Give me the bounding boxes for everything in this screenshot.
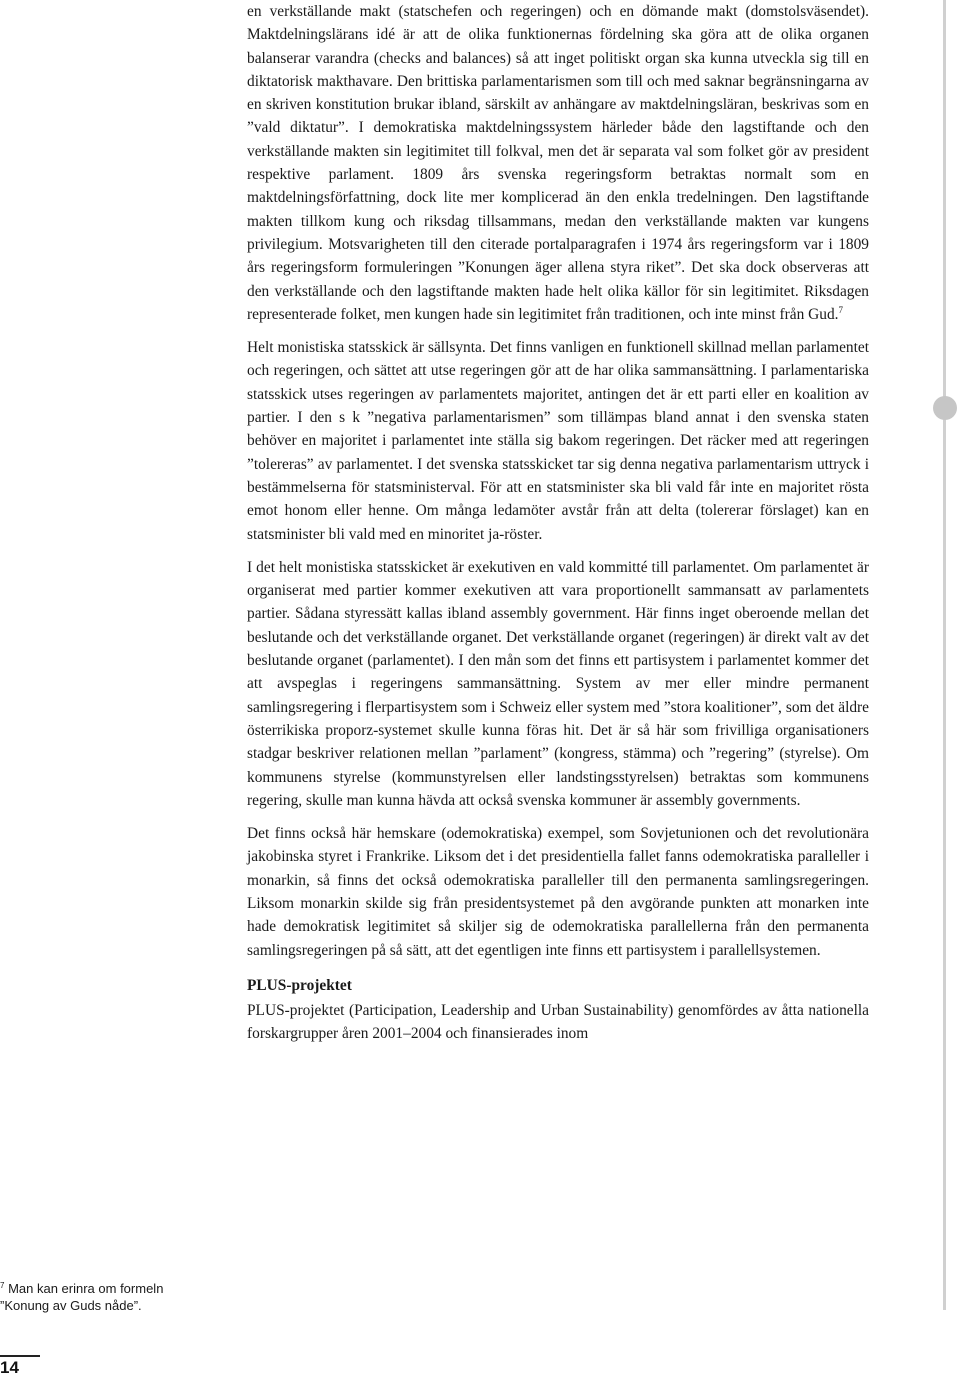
page-number-rule	[0, 1355, 40, 1357]
main-text-column	[247, 0, 869, 1046]
footnote-reference[interactable]: 7	[838, 304, 843, 315]
margin-dot-marker	[933, 396, 957, 420]
paragraph-2: Helt monistiska statsskick är sällsynta. Det finns vanligen en funktionell skillnad mellan parlamentet och regeringen, och sättet att utse regeringen gör att de har olika sammansättning. I parlamentariska statsskick utses regeringen av parlamentets majoritet, antingen det är ett parti eller en koalition av partier. I den s k ”negativa parlamentarismen” som tillämpas bland annat i den svenska staten behöver en majoritet i parlamentet inte ställa sig bakom regeringen. Det räcker med att regeringen ”tolereras” av parlamentet. I det svenska statsskicket tar sig denna negativa parlamentarism uttryck i bestämmelserna för statsministerval. För att en statsminister ska bli vald får inte en majoritet rösta emot honom eller henne. Om många ledamöter avstår från att delta (tolererar förslaget) kan en statsminister bli vald med en minoritet ja-röster.	[247, 339, 869, 543]
section-heading: PLUS-projektet	[247, 976, 352, 994]
footnote	[0, 1280, 200, 1314]
footnote-number: 7	[0, 1281, 5, 1290]
margin-rule	[943, 0, 946, 1310]
page-number: 14	[0, 1358, 19, 1377]
paragraph-4: Det finns också här hemskare (odemokratiska) exempel, som Sovjetunionen och det revolutionära jakobinska styret i Frankrike. Liksom det i det presidentiella fallet fanns odemokratiska paralleller i monarkin, så finns det också odemokratiska paralleller till den permanenta samlingsregeringen. Liksom monarkin skilde sig från presidentsystemet på den avgörande punkten att monarken inte hade demokratisk legitimitet så skiljer sig de odemokratiska parallellerna från den permanenta samlingsregeringen på så sätt, att det egentligen inte finns ett partisystem i parallellsystemen.	[247, 825, 869, 959]
section-paragraph: PLUS-projektet (Participation, Leadership and Urban Sustainability) genomfördes av åtta nationella forskargrupper åren 2001–2004 och finansierades inom	[247, 1002, 869, 1043]
paragraph-3: I det helt monistiska statsskicket är exekutiven en vald kommitté till parlamentet. Om parlamentet är organiserat med partier kommer exekutiven att vara proportionellt sammansatt av parlamentets partier. Sådana styressätt kallas ibland assembly government. Här finns inget oberoende mellan det beslutande och det verkställande organet. Det verkställande organet (regeringen) är direkt valt av det beslutande organet (parlamentet). I den mån som det finns ett partisystem i parlamentet kommer det att avspeglas i regeringens sammansättning. System av mer eller mindre permanent samlingsregering i flerpartisystem som i Schweiz eller system med ”stora koalitioner”, som det äldre österrikiska proporz-systemet skulle kunna föras hit. Det är så här som frivilliga organisationers stadgar beskriver relationen mellan ”parlament” (kongress, stämma) och ”regering” (styrelse). Om kommunens styrelse (kommunstyrelsen eller landstingsstyrelsen) betraktas som kommunens regering, skulle man kunna hävda att också svenska kommuner är assembly governments.	[247, 558, 869, 809]
paragraph-1-text: en verkställande makt (statschefen och regeringen) och en dömande makt (domstolsväsendet). Maktdelningslärans idé är att de olika funktionernas fördelning ska göra att de olika organen balanserar varandra (checks and balances) så att inget politiskt organ ska kunna utveckla sig till en diktatorisk makthavare. Den brittiska parlamentarismen som till och med saknar begränsningarna av en skriven konstitution brukar ibland, särskilt av anhängare av maktdelningsläran, beskrivas som en ”vald diktatur”. I demokratiska maktdelningssystem härleder både den lagstiftande och den verkställande makten sin legitimitet till folkval, men det är separata val som folket gör av president respektive parlament. 1809 års svenska regeringsform betraktas normalt som en maktdelningsförfattning, dock lite mer komplicerad än den enkla tredelningen. Den lagstiftande makten tillkom kung och riksdag tillsammans, medan den verkställande makten var kungens privilegium. Motsvarigheten till den citerade portalparagrafen i 1974 års regeringsform var i 1809 års regeringsform formuleringen ”Konungen äger allena styra riket”. Det ska dock observeras att den verkställande och den lagstiftande makten hade helt olika källor för sin legitimitet. Riksdagen representerade folket, men kungen hade sin legitimitet från traditionen, och inte minst från Gud.	[247, 3, 869, 323]
paragraph-1	[247, 0, 869, 326]
footnote-text: Man kan erinra om formeln ”Konung av Guds nåde”.	[0, 1281, 164, 1313]
